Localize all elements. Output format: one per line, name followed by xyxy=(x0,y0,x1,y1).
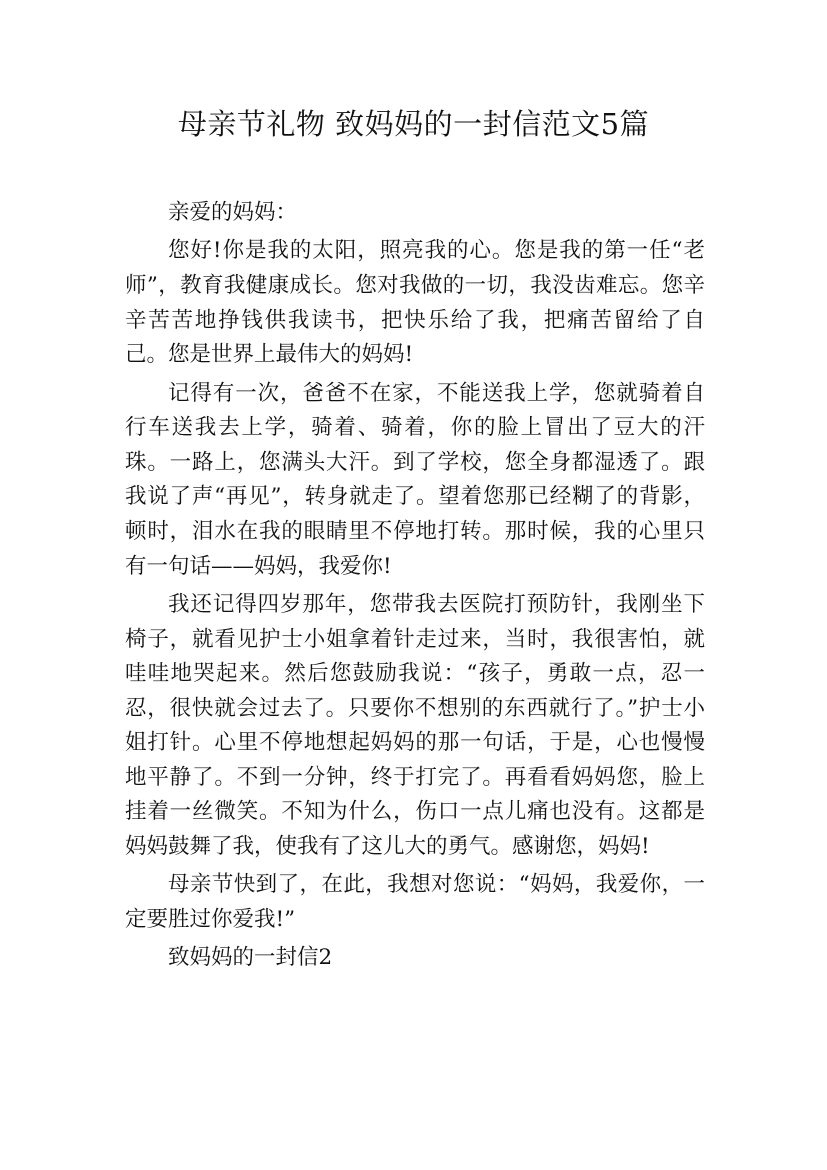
body-paragraph: 记得有一次，爸爸不在家，不能送我上学，您就骑着自行车送我去上学，骑着、骑着，你的脸上冒出了豆大的汗珠。一路上，您满头大汗。到了学校，您全身都湿透了。跟我说了声“再见”，转身就走了。望着您那已经糊了的背影，顿时，泪水在我的眼睛里不停地打转。那时候，我的心里只有一句话——妈妈，我爱你! xyxy=(125,380,705,579)
salutation: 亲爱的妈妈： xyxy=(168,200,298,225)
body-paragraph: 母亲节快到了，在此，我想对您说：“妈妈，我爱你，一定要胜过你爱我!” xyxy=(125,872,705,933)
document-title: 母亲节礼物 致妈妈的一封信范文5篇 xyxy=(177,107,650,141)
document-body xyxy=(125,196,705,980)
body-paragraph: 您好!你是我的太阳，照亮我的心。您是我的第一任“老师”，教育我健康成长。您对我做的一切，我没齿难忘。您辛辛苦苦地挣钱供我读书，把快乐给了我，把痛苦留给了自己。您是世界上最伟大的妈妈! xyxy=(125,238,705,368)
section-heading: 致妈妈的一封信2 xyxy=(168,945,333,971)
body-paragraph: 我还记得四岁那年，您带我去医院打预防针，我刚坐下椅子，就看见护士小姐拿着针走过来，当时，我很害怕，就哇哇地哭起来。然后您鼓励我说：“孩子，勇敢一点，忍一忍，很快就会过去了。只要你不想别的东西就行了。”护士小姐打针。心里不停地想起妈妈的那一句话，于是，心也慢慢地平静了。不到一分钟，终于打完了。再看看妈妈您，脸上挂着一丝微笑。不知为什么，伤口一点儿痛也没有。这都是妈妈鼓舞了我，使我有了这儿大的勇气。感谢您，妈妈! xyxy=(125,591,705,860)
